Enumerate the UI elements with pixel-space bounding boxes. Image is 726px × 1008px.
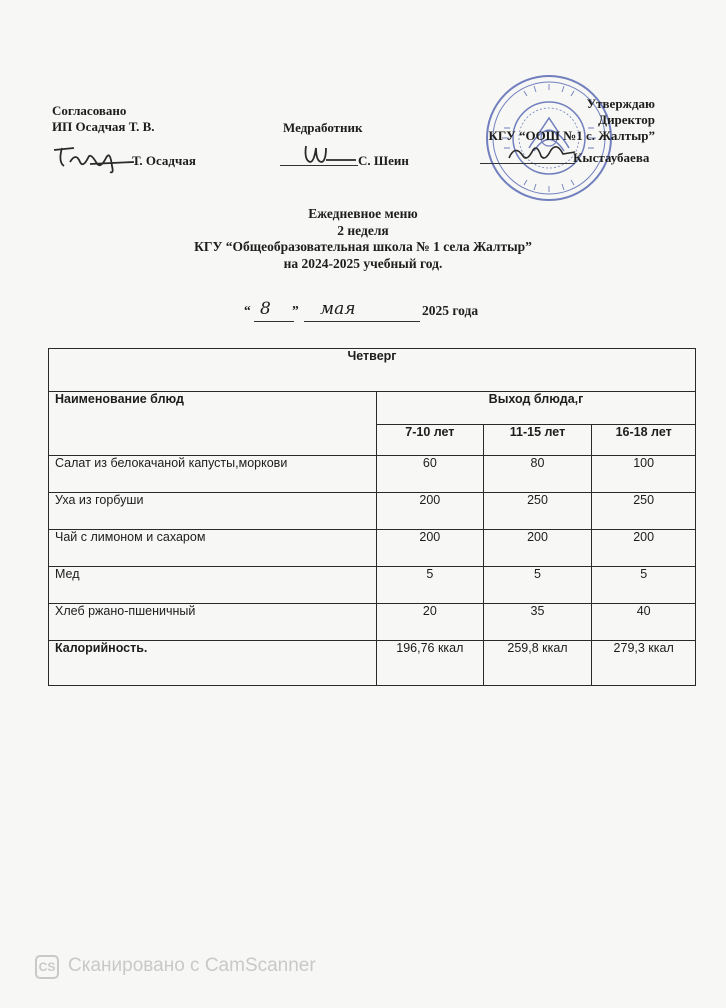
table-row — [49, 493, 696, 530]
calories-value: 279,3 ккал — [592, 641, 696, 686]
approval-block — [52, 103, 155, 135]
dish-name: Уха из горбуши — [49, 493, 377, 530]
signature-shein-icon — [296, 140, 358, 168]
scan-watermark-text: Сканировано с CamScanner — [68, 955, 316, 976]
calories-value: 259,8 ккал — [483, 641, 592, 686]
dish-yield: 5 — [592, 567, 696, 604]
approve-label: Утверждаю — [586, 96, 655, 111]
approval-director-block — [488, 96, 655, 144]
signer-shein: С. Шеин — [358, 153, 409, 168]
signature-osadchaya-icon — [50, 140, 136, 176]
dish-yield: 40 — [592, 604, 696, 641]
approver-organization: ИП Осадчая Т. В. — [52, 119, 155, 134]
date-month-handwritten: мая — [320, 299, 356, 319]
col-yield-header: Выход блюда,г — [377, 392, 696, 425]
signature-kystaubaeva-icon — [505, 138, 577, 166]
title-line-year: на 2024-2025 учебный год. — [283, 255, 443, 271]
day-underline — [254, 321, 294, 322]
dish-yield: 200 — [592, 530, 696, 567]
dish-yield: 200 — [377, 493, 484, 530]
dish-yield: 100 — [592, 456, 696, 493]
approved-label: Согласовано — [52, 103, 127, 118]
dish-yield: 5 — [377, 567, 484, 604]
age-group-header: 16-18 лет — [592, 425, 696, 456]
signer-osadchaya: Т. Осадчая — [132, 153, 196, 168]
dish-yield: 200 — [377, 530, 484, 567]
dish-yield: 5 — [483, 567, 592, 604]
col-dish-name-header: Наименование блюд — [49, 392, 377, 456]
date-year: 2025 года — [422, 303, 479, 318]
table-row — [49, 456, 696, 493]
title-line-week: 2 неделя — [337, 222, 389, 238]
dish-yield: 35 — [483, 604, 592, 641]
date-close-quote: ” — [292, 303, 299, 318]
menu-day: Четверг — [49, 349, 696, 392]
table-row — [49, 604, 696, 641]
dish-name: Чай с лимоном и сахаром — [49, 530, 377, 567]
director-label: Директор — [598, 112, 655, 127]
date-day-handwritten: 8 — [260, 299, 271, 319]
calories-row — [49, 641, 696, 686]
dish-name: Мед — [49, 567, 377, 604]
dish-name: Хлеб ржано-пшеничный — [49, 604, 377, 641]
dish-yield: 250 — [483, 493, 592, 530]
table-row — [49, 530, 696, 567]
menu-table — [48, 348, 696, 686]
camscanner-logo-icon: CS — [35, 955, 59, 979]
medical-worker-label: Медработник — [283, 120, 363, 135]
table-row — [49, 567, 696, 604]
age-group-header: 7-10 лет — [377, 425, 484, 456]
calories-label: Калорийность. — [49, 641, 377, 686]
calories-value: 196,76 ккал — [377, 641, 484, 686]
dish-yield: 80 — [483, 456, 592, 493]
dish-name: Салат из белокачаной капусты,моркови — [49, 456, 377, 493]
title-line-menu: Ежедневное меню — [308, 206, 418, 221]
document-title — [0, 206, 726, 272]
date-line — [240, 299, 500, 325]
signer-kystaubaeva: Кыстаубаева — [573, 150, 650, 165]
title-line-school: КГУ “Общеобразовательная школа № 1 села Жалтыр” — [194, 239, 532, 254]
school-short-name: КГУ “ООШ №1 с. Жалтыр” — [488, 128, 655, 143]
month-underline — [304, 321, 420, 322]
dish-yield: 200 — [483, 530, 592, 567]
dish-yield: 60 — [377, 456, 484, 493]
dish-yield: 20 — [377, 604, 484, 641]
age-group-header: 11-15 лет — [483, 425, 592, 456]
date-open-quote: “ — [244, 303, 251, 318]
dish-yield: 250 — [592, 493, 696, 530]
